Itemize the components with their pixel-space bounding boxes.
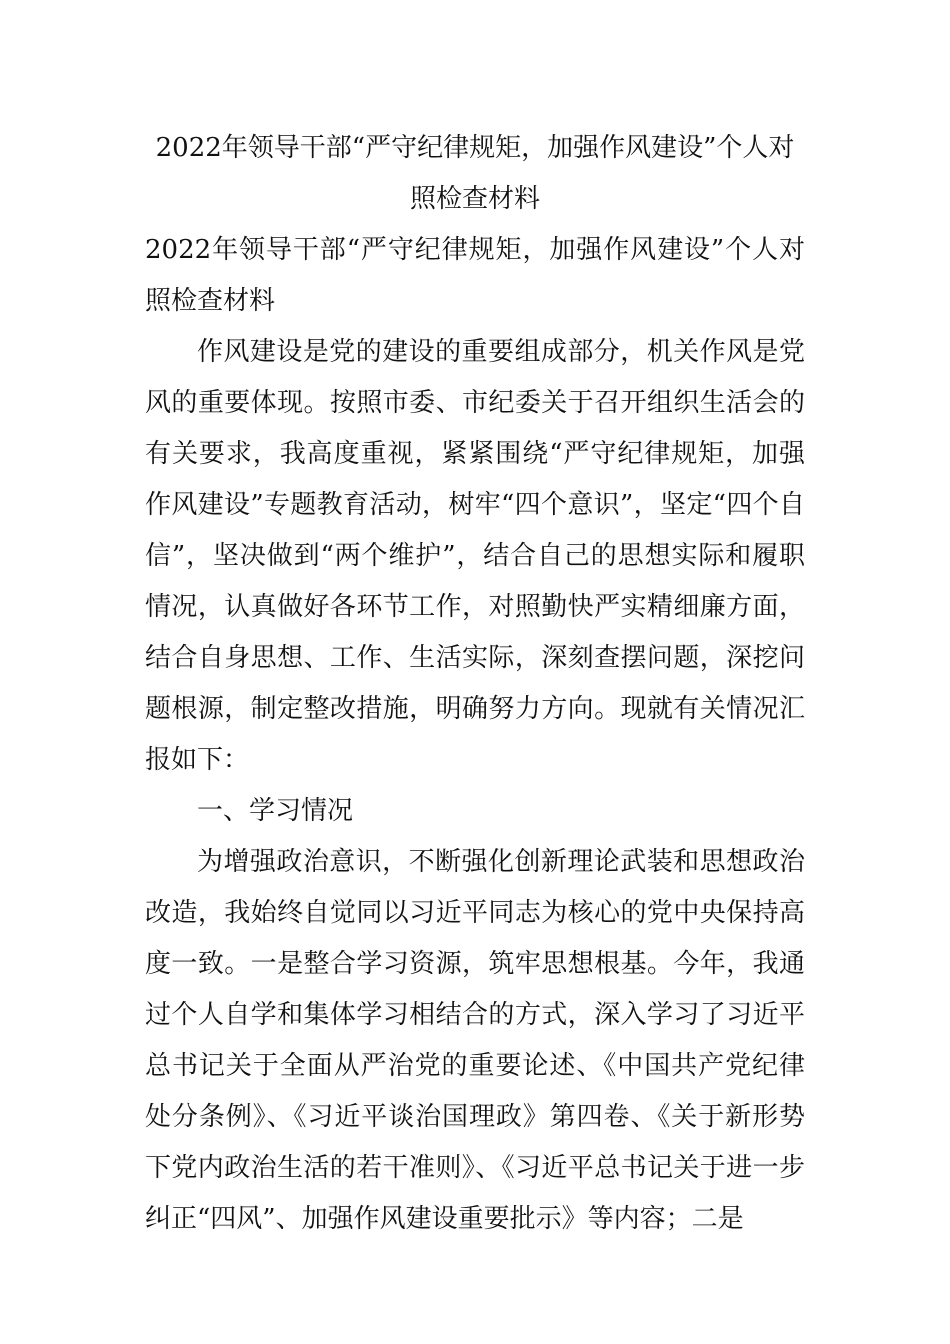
paragraph-study: 为增强政治意识，不断强化创新理论武装和思想政治改造，我始终自觉同以习近平同志为核心的党中央保持高度一致。一是整合学习资源，筑牢思想根基。今年，我通过个人自学和集体学习相结合的方式，深入学习了习近平总书记关于全面从严治党的重要论述、《中国共产党纪律处分条例》、《习近平谈治国理政》第四卷、《关于新形势下党内政治生活的若干准则》、《习近平总书记关于进一步纠正“四风”、加强作风建设重要批示》等内容；二是 [145, 847, 805, 1234]
paragraph-intro: 作风建设是党的建设的重要组成部分，机关作风是党风的重要体现。按照市委、市纪委关于召开组织生活会的有关要求，我高度重视，紧紧围绕“严守纪律规矩，加强作风建设”专题教育活动，树牢“四个意识”，坚定“四个自信”，坚决做到“两个维护”，结合自己的思想实际和履职情况，认真做好各环节工作，对照勤快严实精细廉方面，结合自身思想、工作、生活实际，深刻查摆问题，深挖问题根源，制定整改措施，明确努力方向。现就有关情况汇报如下： [145, 337, 805, 775]
document-title: 2022年领导干部“严守纪律规矩，加强作风建设”个人对照检查材料 [155, 133, 795, 214]
section-heading-study: 一、学习情况 [197, 796, 354, 826]
document-body [145, 123, 805, 1245]
document-subtitle: 2022年领导干部“严守纪律规矩，加强作风建设”个人对照检查材料 [145, 235, 805, 316]
